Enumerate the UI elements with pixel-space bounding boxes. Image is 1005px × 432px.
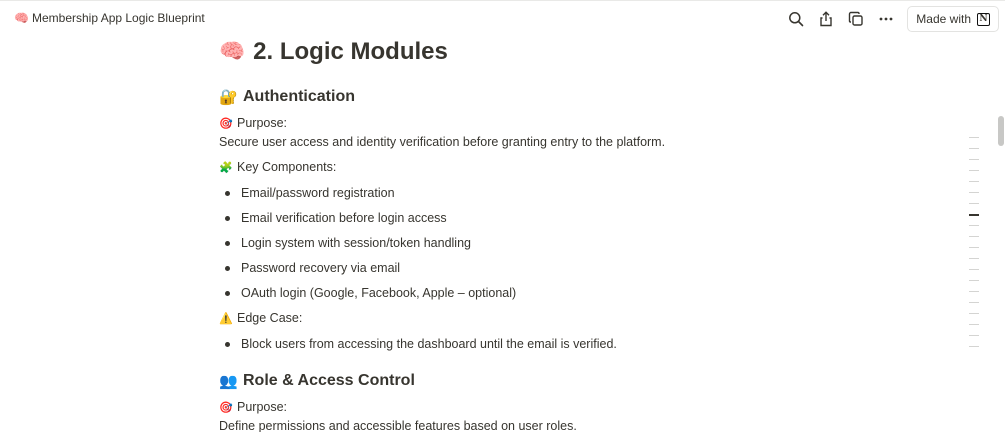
components-label-line	[219, 160, 336, 174]
toc-marker-active[interactable]	[969, 214, 979, 216]
toc-marker[interactable]	[969, 302, 979, 303]
section-heading-authentication	[219, 88, 355, 106]
toolbar-actions	[781, 6, 999, 32]
list-item	[225, 286, 516, 300]
list-item	[225, 261, 400, 275]
list-item-text: Email verification before login access	[241, 211, 447, 225]
toc-marker[interactable]	[969, 148, 979, 149]
more-button[interactable]	[871, 6, 901, 32]
list-item-text: Password recovery via email	[241, 261, 401, 275]
toc-marker[interactable]	[969, 236, 979, 237]
scrollbar-thumb[interactable]	[998, 116, 1004, 146]
bullet-dot	[225, 216, 230, 221]
toc-marker[interactable]	[969, 203, 979, 204]
purpose-text	[219, 135, 665, 149]
list-item	[225, 236, 471, 250]
toc-marker[interactable]	[969, 291, 979, 292]
purpose-label: Purpose:	[237, 400, 288, 414]
toc-marker[interactable]	[969, 192, 979, 193]
toc-marker[interactable]	[969, 258, 979, 259]
components-label: Key Components:	[237, 160, 337, 174]
list-item-text: Block users from accessing the dashboard until the email is verified.	[241, 337, 617, 351]
made-with-label: Made with	[916, 12, 971, 26]
list-item	[225, 337, 617, 351]
toc-marker[interactable]	[969, 247, 979, 248]
lock-key-icon: 🔐	[219, 89, 238, 106]
share-icon	[818, 11, 834, 27]
search-button[interactable]	[781, 6, 811, 32]
top-bar	[0, 0, 1005, 36]
list-item	[225, 211, 447, 225]
edge-case-label: Edge Case:	[237, 311, 303, 325]
list-item-text: Email/password registration	[241, 186, 395, 200]
purpose-text-content: Define permissions and accessible features based on user roles.	[219, 419, 577, 432]
list-item-text: Login system with session/token handling	[241, 236, 471, 250]
section-heading-role-access-control	[219, 372, 415, 390]
toc-marker[interactable]	[969, 280, 979, 281]
section-title: Role & Access Control	[243, 372, 415, 389]
bullet-dot	[225, 241, 230, 246]
purpose-label: Purpose:	[237, 116, 288, 130]
breadcrumb[interactable]	[14, 11, 205, 25]
made-with-notion-button[interactable]	[907, 6, 999, 32]
duplicate-icon	[848, 11, 864, 27]
page-title	[219, 38, 448, 66]
target-icon: 🎯	[219, 401, 233, 414]
edge-case-label-line	[219, 311, 302, 325]
toc-marker[interactable]	[969, 170, 979, 171]
notion-logo-icon: N	[977, 13, 990, 26]
bullet-dot	[225, 266, 230, 271]
list-item-text: OAuth login (Google, Facebook, Apple – optional)	[241, 286, 517, 300]
purpose-text	[219, 419, 577, 432]
users-icon: 👥	[219, 373, 238, 390]
toc-marker[interactable]	[969, 346, 979, 347]
toc-marker[interactable]	[969, 137, 979, 138]
warning-icon: ⚠️	[219, 312, 233, 325]
purpose-text-content: Secure user access and identity verification before granting entry to the platform.	[219, 135, 666, 149]
toc-marker[interactable]	[969, 269, 979, 270]
toc-marker[interactable]	[969, 335, 979, 336]
breadcrumb-title[interactable]: Membership App Logic Blueprint	[32, 11, 205, 25]
brain-icon: 🧠	[14, 11, 29, 25]
duplicate-button[interactable]	[841, 6, 871, 32]
search-icon	[788, 11, 804, 27]
vertical-scrollbar[interactable]	[997, 36, 1005, 432]
bullet-dot	[225, 342, 230, 347]
toc-marker[interactable]	[969, 225, 979, 226]
bullet-dot	[225, 191, 230, 196]
target-icon: 🎯	[219, 117, 233, 130]
toc-marker[interactable]	[969, 181, 979, 182]
puzzle-icon: 🧩	[219, 161, 233, 174]
brain-icon: 🧠	[219, 40, 246, 63]
purpose-label-line	[219, 400, 287, 414]
list-item	[225, 186, 395, 200]
toc-marker[interactable]	[969, 324, 979, 325]
toc-marker[interactable]	[969, 159, 979, 160]
share-button[interactable]	[811, 6, 841, 32]
page-title-text: 2. Logic Modules	[253, 38, 448, 65]
more-icon	[878, 11, 894, 27]
purpose-label-line	[219, 116, 287, 130]
section-title: Authentication	[243, 88, 355, 105]
bullet-dot	[225, 291, 230, 296]
toc-marker[interactable]	[969, 313, 979, 314]
